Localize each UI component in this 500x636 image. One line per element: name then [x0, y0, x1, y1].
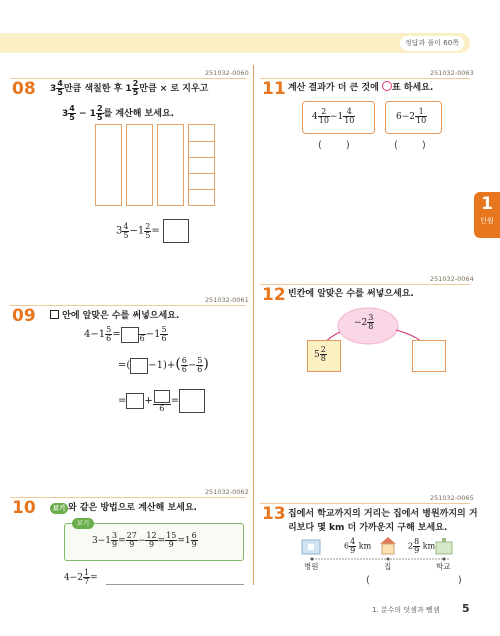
q12-start-value: 5 $\frac{2}{8}$ [314, 345, 326, 363]
q12-number: 12 [262, 285, 286, 305]
q09-r1-frac-blank: 6 [139, 326, 146, 343]
q10-question: 보기 와 같은 방법으로 계산해 보세요. [50, 500, 197, 514]
q09-number: 09 [12, 306, 36, 326]
q08-code: 251032-0060 [205, 69, 249, 77]
q10-code: 251032-0062 [205, 488, 249, 496]
q13-question-line2: 리보다 몇 km 더 가까운지 구해 보세요. [288, 523, 448, 533]
q13-question-line1: 집에서 학교까지의 거리는 집에서 병원까지의 거 [288, 509, 478, 519]
chapter-label: 단원 [480, 217, 494, 225]
q09-box-symbol [50, 310, 59, 319]
q12-question: 빈칸에 알맞은 수를 써넣으세요. [288, 289, 414, 299]
q08-l1-mid: 만큼 색칠한 후 [63, 84, 123, 94]
q08-question-line2: 3 $\frac{4}{5}$ − 1 $\frac{2}{5}$ 를 계산해 보세요. [62, 104, 175, 122]
q13-rule [260, 503, 470, 504]
q13-distance-school: 2 $\frac{8}{9}$ km [408, 537, 436, 555]
q11-right-expr: 6−2 $\frac{1}{10}$ [396, 107, 427, 125]
q10-example: 3−1 $\frac{3}{9}$ = $\frac{27}{9}$ − $\frac{12}{9}$ = $\frac{15}{9}$ =1 $\frac{6}{9}$ [92, 531, 197, 549]
q08-l1-end: 만큼 × 로 지우고 [139, 84, 209, 94]
q13-code: 251032-0065 [430, 494, 474, 502]
q13-answer[interactable]: ( ) [366, 575, 462, 586]
q09-row2: =( −1)+( $\frac{6}{6}$ − $\frac{5}{6}$ ) [118, 356, 209, 374]
q09-question: 안에 알맞은 수를 써넣으세요. [50, 308, 179, 321]
school-icon [436, 538, 452, 554]
q11-rule [260, 78, 470, 79]
q09-r3-box1[interactable] [126, 393, 144, 409]
q12-answer-box[interactable] [412, 340, 446, 372]
q09-row3: = + 6 = [118, 389, 205, 413]
q12-code: 251032-0064 [430, 275, 474, 283]
q08-l1-frac1: $\frac{4}{5}$ [57, 79, 63, 97]
chapter-number: 1 [481, 194, 493, 214]
q08-rectangle-3[interactable] [157, 124, 184, 206]
q13-distance-hospital: 6 $\frac{4}{9}$ km [344, 537, 372, 555]
q11-question: 계산 결과가 더 큰 것에 표 하세요. [288, 83, 434, 93]
page-number: 5 [462, 602, 470, 615]
q08-rectangle-1[interactable] [95, 124, 122, 206]
column-divider [253, 65, 254, 585]
q08-equation: 3 $\frac{4}{5}$ −1 $\frac{2}{5}$ = [116, 219, 189, 243]
q11-answer-right[interactable]: ( ) [394, 140, 426, 151]
hospital-icon [302, 540, 320, 554]
footer-spacer [0, 594, 500, 595]
answer-reference: 정답과 풀이 60쪽 [400, 36, 464, 51]
q09-rule [10, 305, 246, 306]
q09-r2-box[interactable] [130, 358, 148, 374]
q10-bogi-label: 보기 [72, 518, 94, 529]
q11-answer-left[interactable]: ( ) [318, 140, 350, 151]
q10-rule [10, 497, 246, 498]
q13-label-hospital: 병원 [304, 562, 319, 571]
q09-r3-answer-box[interactable] [179, 389, 205, 413]
house-icon [380, 537, 396, 554]
q10-bogi-inline: 보기 [50, 503, 68, 514]
chapter-tab [474, 192, 500, 238]
q08-number: 08 [12, 79, 36, 99]
q09-code: 251032-0061 [205, 296, 249, 304]
footer-chapter: 1. 분수의 덧셈과 뺄셈 [372, 606, 440, 614]
q12-operation: −2 $\frac{3}{8}$ [354, 313, 374, 331]
q08-l1-w1: 3 [50, 84, 57, 94]
q10-problem: 4−2 $\frac{1}{7}$ = [64, 568, 98, 586]
circle-mark-icon [382, 81, 392, 91]
q08-rectangle-4-divided[interactable] [188, 124, 215, 206]
q09-r3-frac: 6 [153, 390, 171, 413]
q12-rule [260, 284, 470, 285]
q11-number: 11 [262, 79, 286, 99]
q10-answer-line[interactable] [106, 584, 244, 585]
q13-label-school: 학교 [436, 562, 451, 571]
q11-left-expr: 4 $\frac{2}{10}$ −1 $\frac{4}{10}$ [312, 107, 355, 125]
q13-number: 13 [262, 504, 286, 524]
q08-l1-w2: 1 [125, 84, 132, 94]
q08-rectangle-2[interactable] [126, 124, 153, 206]
q10-number: 10 [12, 498, 36, 518]
q13-label-home: 집 [384, 562, 392, 571]
q08-rule [10, 78, 246, 79]
q08-answer-box[interactable] [163, 219, 189, 243]
q08-question-line1 [50, 80, 208, 97]
q11-code: 251032-0063 [430, 69, 474, 77]
q08-l1-frac2: $\frac{2}{5}$ [132, 79, 139, 97]
q09-r3-box2[interactable] [154, 390, 170, 403]
q09-r1-box1[interactable] [121, 327, 139, 343]
q09-row1: 4−1 $\frac{5}{6}$ = 6 −1 $\frac{5}{6}$ [84, 325, 167, 343]
